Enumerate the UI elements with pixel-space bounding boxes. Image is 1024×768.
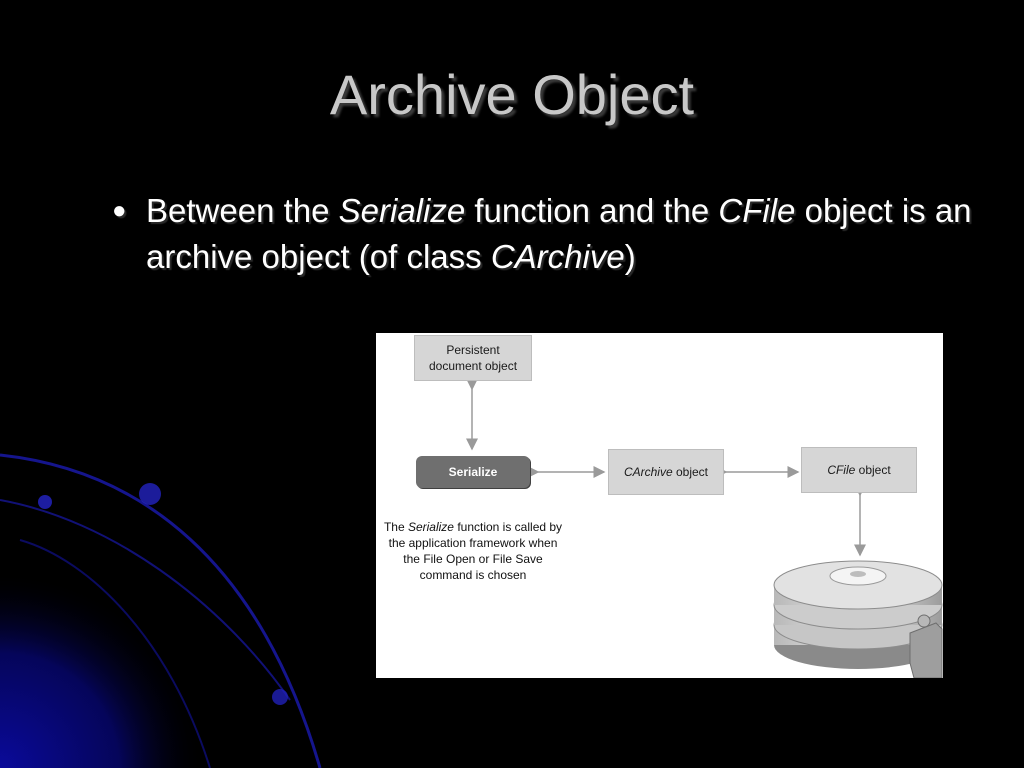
caption-text: The: [383, 520, 408, 534]
bullet-item: [112, 188, 972, 280]
archive-diagram-figure: [376, 333, 943, 678]
bullet-text-part: function and the: [465, 192, 719, 229]
cfile-label-rest: object: [855, 463, 891, 477]
caption-line-3: the File Open or File Save: [403, 552, 543, 566]
hard-disk-icon: [774, 561, 942, 678]
cfile-box: [801, 447, 917, 493]
serialize-box: [416, 456, 530, 488]
serialize-label: Serialize: [448, 465, 498, 479]
caption-line-1: [376, 519, 570, 535]
diagram-connectors: [376, 333, 943, 678]
bullet-text-italic: Serialize: [338, 192, 466, 229]
cfile-label-italic: CFile: [827, 463, 856, 477]
carchive-box: [608, 449, 724, 495]
carchive-label-italic: CArchive: [623, 465, 673, 479]
bullet-text-italic: CArchive: [490, 238, 625, 275]
persistent-document-box: [414, 335, 532, 381]
carchive-label-rest: object: [672, 465, 709, 479]
bullet-marker: ●: [112, 197, 127, 224]
bullet-text-italic: CFile: [718, 192, 796, 229]
serialize-caption: [376, 519, 570, 583]
caption-text: function is called by: [453, 520, 563, 534]
bullet-text: [146, 188, 972, 280]
slide-title: Archive Object: [329, 63, 695, 126]
persistent-label-line1: Persistent: [446, 343, 500, 357]
bullet-text-part: object is an archive object (of class: [146, 192, 972, 275]
caption-line-4: command is chosen: [419, 568, 527, 582]
caption-line-2: the application framework when: [388, 536, 558, 550]
caption-italic: Serialize: [407, 520, 454, 534]
persistent-label-line2: document object: [428, 359, 518, 373]
bullet-text-part: ): [624, 238, 636, 275]
bullet-text-part: Between the: [146, 192, 339, 229]
